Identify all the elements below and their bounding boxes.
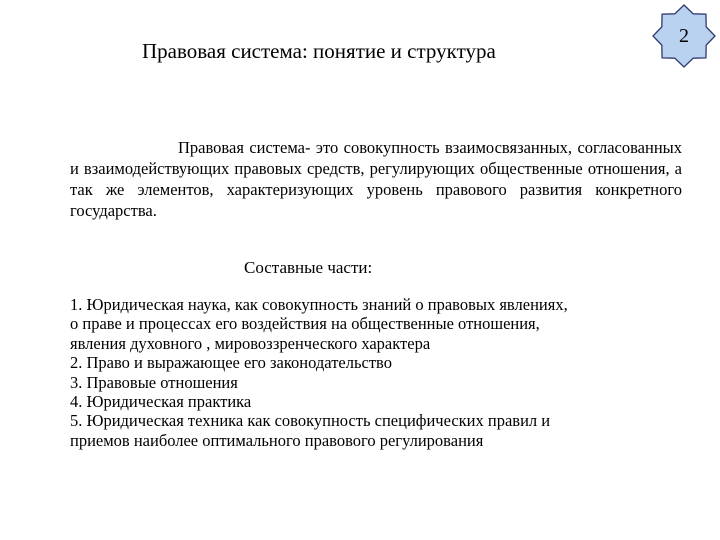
list-item: 4. Юридическая практика: [70, 392, 252, 412]
definition-text: - это совокупность взаимосвязанных, согласованных и взаимодействующих правовых средств, регулирующих общественные отношения, а так же элементов, характеризующих уровень правового развития конкретного государства.: [70, 138, 682, 220]
components-list: [70, 295, 690, 450]
definition-paragraph: [70, 137, 682, 221]
list-item: 5. Юридическая техника как совокупность специфических правил и: [70, 411, 551, 431]
page-number-badge: [652, 4, 716, 68]
components-heading: Составные части:: [244, 258, 373, 277]
list-item: явления духовного , мировоззренческого характера: [70, 333, 431, 353]
list-item: 3. Правовые отношения: [70, 372, 238, 392]
slide-title: Правовая система: понятие и структура: [142, 39, 496, 63]
list-item: приемов наиболее оптимального правового регулирования: [70, 430, 484, 450]
list-item: 1. Юридическая наука, как совокупность знаний о правовых явлениях,: [70, 295, 568, 314]
definition-term: Правовая система: [178, 138, 305, 157]
page-number: 2: [679, 25, 689, 47]
list-item: 2. Право и выражающее его законодательство: [70, 353, 392, 373]
list-item: о праве и процессах его воздействия на общественные отношения,: [70, 314, 540, 334]
